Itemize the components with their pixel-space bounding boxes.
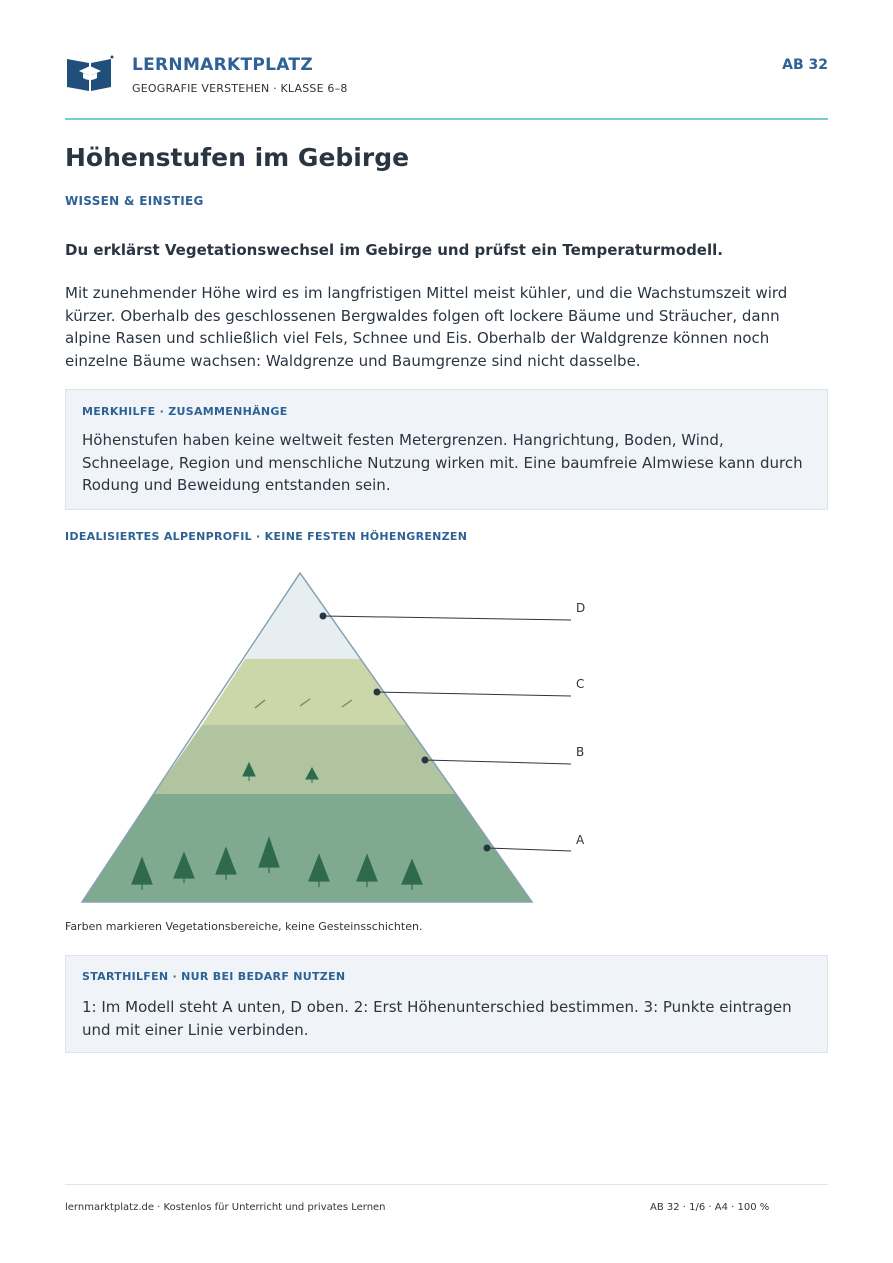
footer-page-info: AB 32 · 1/6 · A4 · 100 %: [650, 1202, 770, 1213]
intro-paragraph: Mit zunehmender Höhe wird es im langfristigen Mittel meist kühler, und die Wachstumszeit wird kürzer. Oberhalb des geschlossenen Bergwaldes folgen oft lockere Bäume und Sträucher, dann alpine Rasen und schließlich viel Fels, Schnee und Eis. Oberhalb der Waldgrenze können noch einzelne Bäume wachsen: Waldgrenze und Baumgrenze sind nicht dasselbe.: [65, 284, 788, 370]
figure-caption: Farben markieren Vegetationsbereiche, keine Gesteinsschichten.: [65, 920, 423, 933]
zone-b: [154, 725, 457, 794]
header-divider: [65, 118, 828, 120]
zone-label-d: D: [576, 601, 586, 615]
footer-divider: [65, 1184, 828, 1185]
page-title: Höhenstufen im Gebirge: [65, 143, 410, 172]
zone-label-a: A: [576, 833, 585, 847]
footer-site[interactable]: lernmarktplatz.de · Kostenlos für Unterricht und privates Lernen: [65, 1202, 386, 1213]
help-box-label: STARTHILFEN · NUR BEI BEDARF NUTZEN: [82, 970, 346, 983]
sheet-number: AB 32: [782, 57, 828, 73]
zone-a: [82, 794, 532, 902]
help-box: [65, 955, 828, 1053]
hint-box-label: MERKHILFE · ZUSAMMENHÄNGE: [82, 405, 288, 418]
hint-box-text: Höhenstufen haben keine weltweit festen Metergrenzen. Hangrichtung, Boden, Wind, Schneelage, Region und menschliche Nutzung wirken mit. Eine baumfreie Almwiese kann durch Rodung und Beweidung entstanden sein.: [82, 431, 803, 494]
hint-box: [65, 389, 828, 510]
zone-label-c: C: [576, 677, 585, 691]
figure-label: IDEALISIERTES ALPENPROFIL · KEINE FESTEN HÖHENGRENZEN: [65, 530, 468, 543]
mountain-profile-diagram: [65, 560, 605, 910]
page-header: [65, 50, 828, 120]
section-kicker: WISSEN & EINSTIEG: [65, 194, 204, 208]
open-book-graduation-cap-icon: [65, 53, 115, 93]
brand-name: LERNMARKTPLATZ: [132, 55, 313, 75]
brand-subtitle: GEOGRAFIE VERSTEHEN · KLASSE 6–8: [132, 82, 348, 95]
zone-label-b: B: [576, 745, 585, 759]
lead-sentence: Du erklärst Vegetationswechsel im Gebirge und prüfst ein Temperaturmodell.: [65, 241, 723, 259]
help-box-text: 1: Im Modell steht A unten, D oben. 2: Erst Höhenunterschied bestimmen. 3: Punkte eintragen und mit einer Linie verbinden.: [82, 998, 792, 1039]
